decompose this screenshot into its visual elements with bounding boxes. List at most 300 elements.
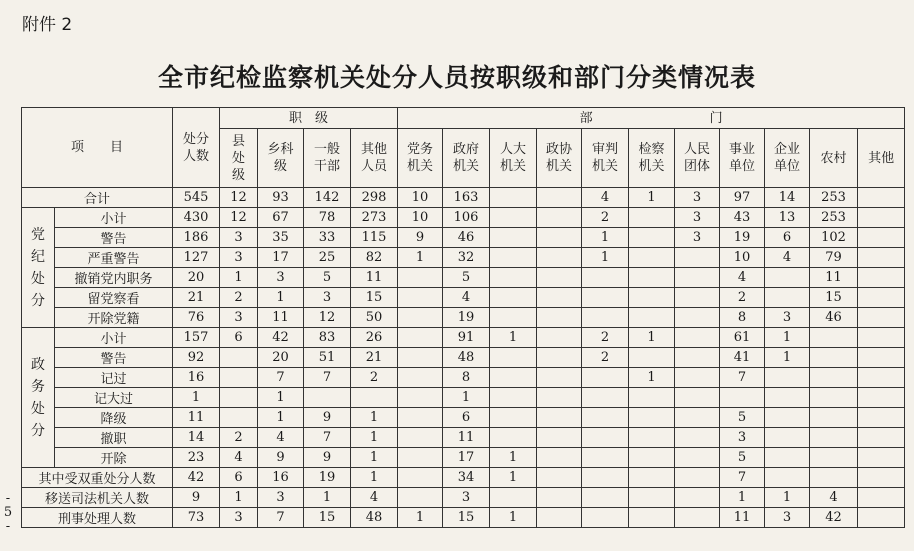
table-cell: 6 xyxy=(443,408,490,428)
column-header-line: 其他 xyxy=(868,150,895,166)
table-cell xyxy=(490,308,537,328)
table-cell: 21 xyxy=(173,288,220,308)
attachment-label: 附件 2 xyxy=(22,15,73,35)
table-cell xyxy=(858,328,905,348)
category-party-discipline xyxy=(22,208,55,328)
table-cell xyxy=(675,488,720,508)
table-cell: 1 xyxy=(220,268,258,288)
table-cell: 7 xyxy=(720,468,765,488)
table-cell xyxy=(675,348,720,368)
rank-group-header: 职 级 xyxy=(220,108,398,129)
table-cell: 298 xyxy=(351,188,398,208)
table-cell xyxy=(765,268,810,288)
table-cell xyxy=(398,468,443,488)
table-cell xyxy=(537,428,582,448)
row-label: 移送司法机关人数 xyxy=(22,488,173,508)
table-cell xyxy=(765,408,810,428)
table-cell xyxy=(675,368,720,388)
table-cell xyxy=(582,408,629,428)
table-cell xyxy=(582,368,629,388)
dept-column-header xyxy=(675,129,720,188)
table-cell: 19 xyxy=(304,468,351,488)
table-cell: 11 xyxy=(351,268,398,288)
table-cell: 3 xyxy=(675,208,720,228)
table-cell: 19 xyxy=(443,308,490,328)
table-cell: 14 xyxy=(173,428,220,448)
table-cell xyxy=(858,468,905,488)
table-cell xyxy=(858,368,905,388)
table-cell xyxy=(810,408,858,428)
category-char: 政 xyxy=(31,356,45,373)
table-cell: 25 xyxy=(304,248,351,268)
table-cell: 11 xyxy=(810,268,858,288)
table-cell: 12 xyxy=(220,188,258,208)
table-cell: 157 xyxy=(173,328,220,348)
category-char: 处 xyxy=(31,270,45,287)
table-cell: 1 xyxy=(258,408,304,428)
table-cell: 16 xyxy=(173,368,220,388)
table-cell: 142 xyxy=(304,188,351,208)
table-cell xyxy=(582,428,629,448)
column-header-line: 机关 xyxy=(453,159,480,174)
table-cell: 23 xyxy=(173,448,220,468)
total-header xyxy=(173,108,220,188)
rank-column-header xyxy=(351,129,398,188)
table-cell: 253 xyxy=(810,208,858,228)
rank-column-header xyxy=(304,129,351,188)
table-cell: 2 xyxy=(582,348,629,368)
table-cell xyxy=(810,428,858,448)
row-label: 警告 xyxy=(55,348,173,368)
table-cell: 1 xyxy=(490,448,537,468)
column-header-line: 检察 xyxy=(638,142,665,157)
dept-column-header xyxy=(720,129,765,188)
table-cell: 11 xyxy=(173,408,220,428)
table-cell xyxy=(582,388,629,408)
table-cell: 51 xyxy=(304,348,351,368)
table-cell: 1 xyxy=(258,388,304,408)
table-cell xyxy=(537,268,582,288)
table-cell xyxy=(858,248,905,268)
row-label: 降级 xyxy=(55,408,173,428)
table-cell: 1 xyxy=(258,288,304,308)
table-cell: 3 xyxy=(220,248,258,268)
table-cell: 21 xyxy=(351,348,398,368)
table-cell: 3 xyxy=(220,508,258,528)
table-cell: 7 xyxy=(304,428,351,448)
table-cell: 5 xyxy=(443,268,490,288)
table-cell xyxy=(304,388,351,408)
table-cell xyxy=(858,388,905,408)
table-cell: 163 xyxy=(443,188,490,208)
dept-group-header: 部 门 xyxy=(398,108,905,129)
table-cell xyxy=(537,468,582,488)
table-cell xyxy=(629,208,675,228)
table-cell xyxy=(398,448,443,468)
page-number-value: 5 xyxy=(3,505,13,520)
table-cell: 253 xyxy=(810,188,858,208)
table-cell xyxy=(398,428,443,448)
table-cell: 1 xyxy=(443,388,490,408)
table-cell xyxy=(490,408,537,428)
table-cell: 67 xyxy=(258,208,304,228)
table-cell xyxy=(675,248,720,268)
table-cell xyxy=(490,288,537,308)
table-cell xyxy=(490,228,537,248)
table-cell xyxy=(675,388,720,408)
total-header-line2: 人数 xyxy=(183,148,210,164)
table-cell xyxy=(398,388,443,408)
table-cell xyxy=(858,348,905,368)
dept-column-header xyxy=(765,129,810,188)
table-cell: 93 xyxy=(258,188,304,208)
table-cell xyxy=(629,468,675,488)
table-cell xyxy=(582,508,629,528)
table-cell: 545 xyxy=(173,188,220,208)
table-cell: 1 xyxy=(304,488,351,508)
table-cell: 1 xyxy=(398,508,443,528)
table-cell xyxy=(629,508,675,528)
table-cell: 1 xyxy=(398,248,443,268)
row-label: 警告 xyxy=(55,228,173,248)
table-cell: 102 xyxy=(810,228,858,248)
table-cell: 106 xyxy=(443,208,490,228)
table-cell: 42 xyxy=(258,328,304,348)
category-char: 分 xyxy=(31,292,45,309)
table-cell xyxy=(629,228,675,248)
table-cell: 13 xyxy=(765,208,810,228)
column-header-line: 机关 xyxy=(638,159,665,174)
table-cell xyxy=(537,368,582,388)
table-cell: 1 xyxy=(765,328,810,348)
table-cell: 1 xyxy=(490,508,537,528)
table-cell xyxy=(765,368,810,388)
table-cell: 78 xyxy=(304,208,351,228)
row-label: 记过 xyxy=(55,368,173,388)
table-cell: 35 xyxy=(258,228,304,248)
table-cell xyxy=(629,268,675,288)
table-cell xyxy=(858,448,905,468)
category-char: 党 xyxy=(31,226,45,243)
table-cell xyxy=(220,348,258,368)
table-cell xyxy=(858,208,905,228)
table-cell: 1 xyxy=(629,368,675,388)
column-header-line: 企业 xyxy=(774,142,801,157)
table-cell xyxy=(537,228,582,248)
table-cell: 9 xyxy=(398,228,443,248)
table-cell xyxy=(582,268,629,288)
table-cell: 4 xyxy=(220,448,258,468)
row-label: 其中受双重处分人数 xyxy=(22,468,173,488)
table-cell: 32 xyxy=(443,248,490,268)
table-cell xyxy=(858,188,905,208)
table-row xyxy=(22,308,905,328)
dept-column-header xyxy=(582,129,629,188)
column-header-line: 农村 xyxy=(820,150,847,166)
table-cell xyxy=(398,268,443,288)
table-cell: 2 xyxy=(582,328,629,348)
table-cell xyxy=(629,488,675,508)
table-cell xyxy=(398,368,443,388)
table-cell xyxy=(398,308,443,328)
column-header-line: 政协 xyxy=(546,142,573,157)
table-cell xyxy=(675,508,720,528)
table-cell xyxy=(858,488,905,508)
table-cell xyxy=(537,348,582,368)
dept-column-header xyxy=(537,129,582,188)
table-cell xyxy=(765,448,810,468)
table-cell: 1 xyxy=(351,468,398,488)
table-row xyxy=(22,468,905,488)
table-cell: 9 xyxy=(304,408,351,428)
table-cell xyxy=(582,448,629,468)
table-cell: 20 xyxy=(173,268,220,288)
table-cell: 42 xyxy=(810,508,858,528)
table-cell xyxy=(582,468,629,488)
table-cell xyxy=(398,408,443,428)
table-cell: 1 xyxy=(629,188,675,208)
table-cell xyxy=(810,388,858,408)
column-header-line: 级 xyxy=(232,167,246,183)
table-cell xyxy=(537,188,582,208)
table-cell: 92 xyxy=(173,348,220,368)
column-header-line: 机关 xyxy=(500,159,527,174)
table-cell xyxy=(675,268,720,288)
table-cell xyxy=(629,248,675,268)
column-header-line: 县 xyxy=(232,133,246,149)
table-cell: 5 xyxy=(720,408,765,428)
table-cell: 76 xyxy=(173,308,220,328)
table-cell: 42 xyxy=(173,468,220,488)
table-cell: 3 xyxy=(258,268,304,288)
table-row xyxy=(22,188,905,208)
table-cell xyxy=(490,248,537,268)
row-label: 合计 xyxy=(22,188,173,208)
table-cell xyxy=(858,228,905,248)
table-cell: 115 xyxy=(351,228,398,248)
table-cell: 10 xyxy=(720,248,765,268)
column-header-line: 人民 xyxy=(684,142,711,157)
table-cell: 10 xyxy=(398,208,443,228)
table-cell: 1 xyxy=(582,248,629,268)
table-cell: 1 xyxy=(765,348,810,368)
table-cell: 430 xyxy=(173,208,220,228)
rank-column-header xyxy=(220,129,258,188)
table-cell xyxy=(537,208,582,228)
table-cell: 11 xyxy=(720,508,765,528)
row-label: 留党察看 xyxy=(55,288,173,308)
table-cell: 82 xyxy=(351,248,398,268)
table-cell xyxy=(537,448,582,468)
table-cell: 5 xyxy=(304,268,351,288)
column-header-line: 机关 xyxy=(546,159,573,174)
table-cell: 17 xyxy=(258,248,304,268)
table-cell xyxy=(810,448,858,468)
table-cell xyxy=(858,408,905,428)
table-cell: 3 xyxy=(220,228,258,248)
table-row xyxy=(22,228,905,248)
table-row xyxy=(22,368,905,388)
column-header-line: 乡科 xyxy=(267,142,294,157)
table-cell: 4 xyxy=(810,488,858,508)
column-header-line: 团体 xyxy=(684,159,711,174)
table-cell: 9 xyxy=(304,448,351,468)
table-cell xyxy=(582,288,629,308)
table-cell: 20 xyxy=(258,348,304,368)
table-cell xyxy=(675,328,720,348)
table-cell: 10 xyxy=(398,188,443,208)
table-cell: 1 xyxy=(173,388,220,408)
table-cell: 8 xyxy=(720,308,765,328)
table-cell: 127 xyxy=(173,248,220,268)
row-label: 开除 xyxy=(55,448,173,468)
table-cell: 2 xyxy=(582,208,629,228)
column-header-line: 一般 xyxy=(314,142,341,157)
column-header-line: 干部 xyxy=(314,159,341,174)
dept-column-header xyxy=(629,129,675,188)
rank-column-header xyxy=(258,129,304,188)
table-cell: 3 xyxy=(765,508,810,528)
category-char: 处 xyxy=(31,400,45,417)
column-header-line: 单位 xyxy=(774,159,801,174)
table-cell xyxy=(490,428,537,448)
table-cell xyxy=(810,468,858,488)
table-cell xyxy=(398,288,443,308)
table-cell xyxy=(675,448,720,468)
table-cell: 3 xyxy=(304,288,351,308)
column-header-line: 事业 xyxy=(729,142,756,157)
table-row xyxy=(22,268,905,288)
table-cell: 4 xyxy=(351,488,398,508)
table-cell: 7 xyxy=(258,368,304,388)
table-cell xyxy=(537,488,582,508)
table-cell: 1 xyxy=(490,468,537,488)
table-cell xyxy=(765,288,810,308)
column-header-line: 处 xyxy=(232,150,246,166)
page-number-dash-bottom: - xyxy=(5,519,11,534)
table-cell: 4 xyxy=(720,268,765,288)
table-cell: 1 xyxy=(351,408,398,428)
table-cell xyxy=(629,348,675,368)
table-cell: 34 xyxy=(443,468,490,488)
table-cell xyxy=(675,428,720,448)
column-header-line: 人员 xyxy=(361,159,388,174)
table-cell xyxy=(810,328,858,348)
table-cell: 1 xyxy=(220,488,258,508)
column-header-line: 机关 xyxy=(407,159,434,174)
table-cell: 3 xyxy=(258,488,304,508)
dept-column-header xyxy=(443,129,490,188)
table-row xyxy=(22,388,905,408)
table-cell xyxy=(537,408,582,428)
table-cell: 6 xyxy=(765,228,810,248)
table-cell: 2 xyxy=(351,368,398,388)
column-header-line: 政府 xyxy=(453,142,480,157)
table-cell: 1 xyxy=(582,228,629,248)
table-row xyxy=(22,448,905,468)
table-cell: 79 xyxy=(810,248,858,268)
table-cell: 11 xyxy=(258,308,304,328)
discipline-table xyxy=(21,107,905,528)
table-cell xyxy=(537,328,582,348)
table-cell xyxy=(537,308,582,328)
table-cell: 7 xyxy=(258,508,304,528)
table-cell: 33 xyxy=(304,228,351,248)
table-cell: 7 xyxy=(304,368,351,388)
category-char: 纪 xyxy=(31,248,45,265)
table-cell xyxy=(537,288,582,308)
table-cell: 17 xyxy=(443,448,490,468)
table-cell xyxy=(858,268,905,288)
page-number xyxy=(3,492,13,534)
dept-column-header xyxy=(398,129,443,188)
row-label: 小计 xyxy=(55,328,173,348)
table-cell xyxy=(537,248,582,268)
table-cell: 3 xyxy=(720,428,765,448)
table-cell xyxy=(490,268,537,288)
table-cell xyxy=(629,448,675,468)
table-cell xyxy=(858,428,905,448)
table-cell: 16 xyxy=(258,468,304,488)
table-cell xyxy=(765,428,810,448)
table-cell: 83 xyxy=(304,328,351,348)
table-cell xyxy=(537,508,582,528)
table-cell: 12 xyxy=(220,208,258,228)
table-cell: 15 xyxy=(810,288,858,308)
table-cell xyxy=(490,208,537,228)
table-cell xyxy=(537,388,582,408)
table-cell xyxy=(810,368,858,388)
table-cell xyxy=(675,308,720,328)
table-cell xyxy=(629,408,675,428)
table-row xyxy=(22,488,905,508)
table-cell: 50 xyxy=(351,308,398,328)
table-cell: 3 xyxy=(675,228,720,248)
row-label: 撤销党内职务 xyxy=(55,268,173,288)
table-cell: 3 xyxy=(675,188,720,208)
table-cell: 2 xyxy=(720,288,765,308)
table-row xyxy=(22,428,905,448)
row-label: 记大过 xyxy=(55,388,173,408)
table-cell xyxy=(858,308,905,328)
table-cell: 12 xyxy=(304,308,351,328)
table-cell xyxy=(675,468,720,488)
table-cell: 9 xyxy=(173,488,220,508)
table-cell xyxy=(858,288,905,308)
table-cell xyxy=(720,388,765,408)
table-cell: 15 xyxy=(443,508,490,528)
table-cell: 97 xyxy=(720,188,765,208)
table-cell: 4 xyxy=(765,248,810,268)
table-cell: 1 xyxy=(351,448,398,468)
table-cell xyxy=(490,188,537,208)
table-row xyxy=(22,208,905,228)
table-cell: 19 xyxy=(720,228,765,248)
table-cell xyxy=(629,308,675,328)
table-cell xyxy=(220,388,258,408)
page-title: 全市纪检监察机关处分人员按职级和部门分类情况表 xyxy=(157,63,756,92)
table-cell: 186 xyxy=(173,228,220,248)
table-cell: 15 xyxy=(304,508,351,528)
table-cell: 26 xyxy=(351,328,398,348)
table-cell: 48 xyxy=(443,348,490,368)
table-cell: 8 xyxy=(443,368,490,388)
row-label: 刑事处理人数 xyxy=(22,508,173,528)
column-header-line: 其他 xyxy=(361,142,388,157)
table-cell: 2 xyxy=(220,288,258,308)
table-cell xyxy=(629,388,675,408)
table-cell: 1 xyxy=(351,428,398,448)
